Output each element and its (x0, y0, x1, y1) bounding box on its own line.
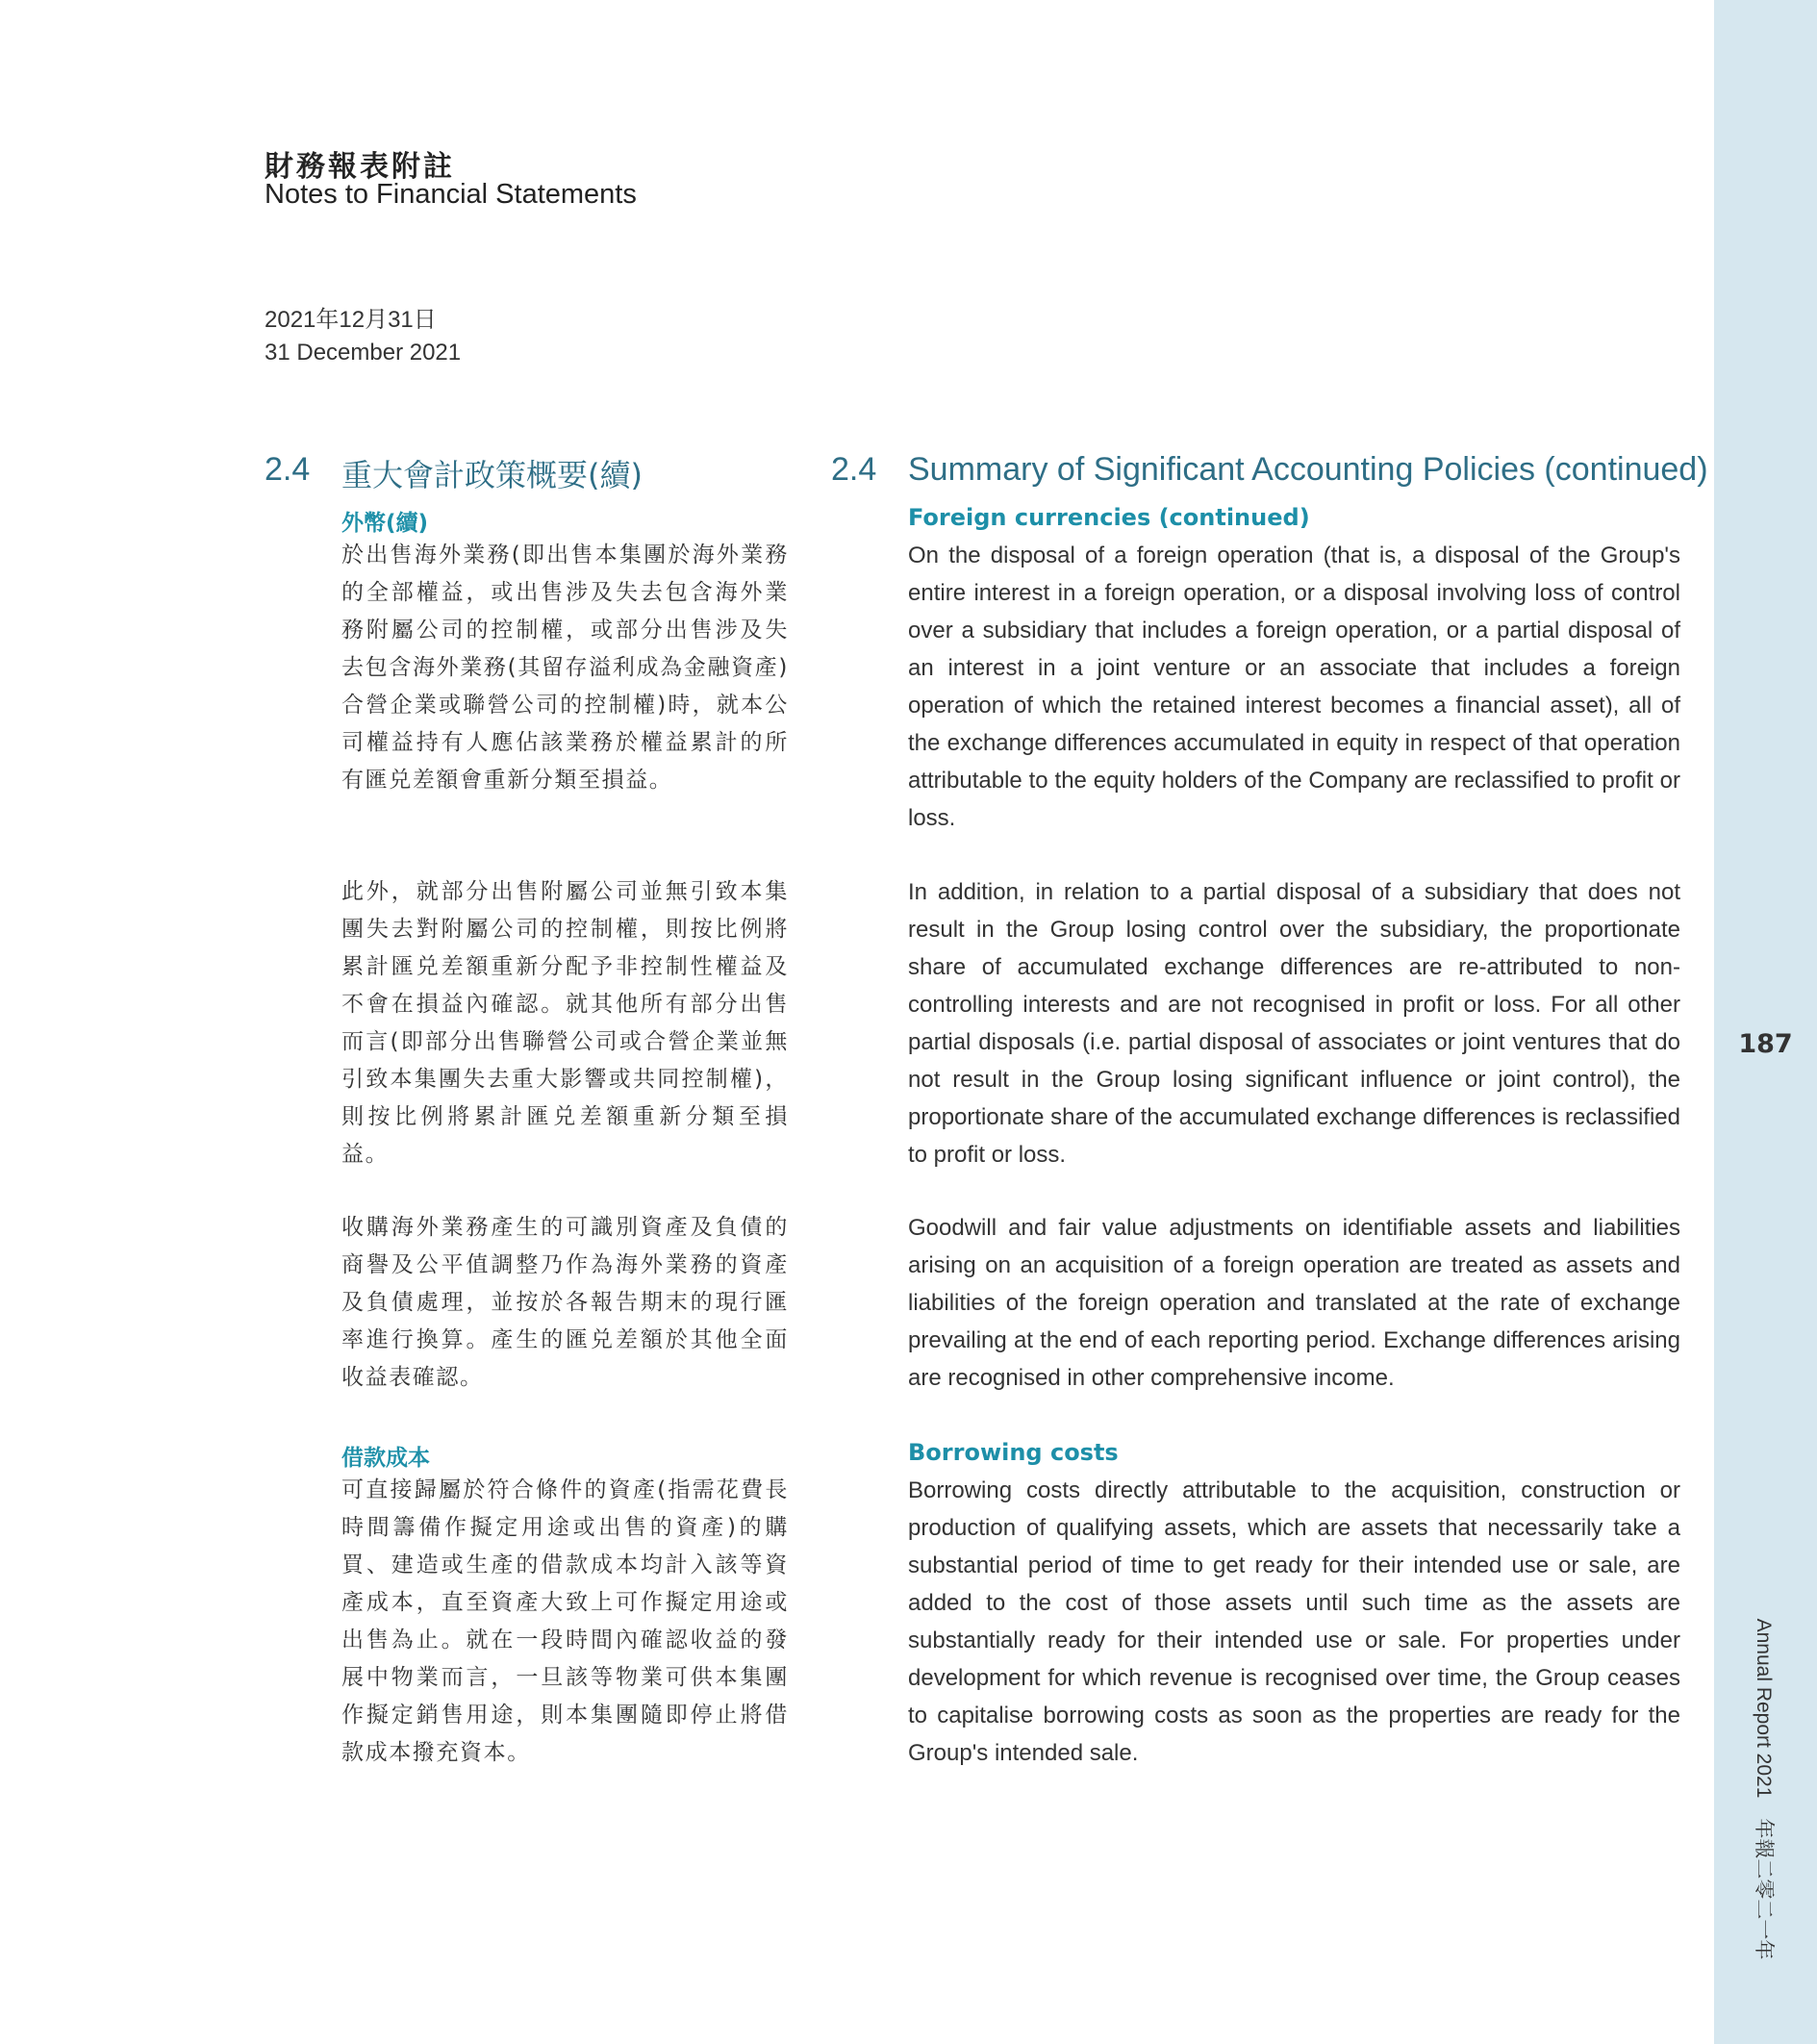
subheading-borrowing-costs-en: Borrowing costs (908, 1439, 1119, 1466)
header-title-en: Notes to Financial Statements (265, 179, 637, 210)
paragraph-partial-disposal-en: In addition, in relation to a partial disposal of a subsidiary that does not result in the Group losing control over the subsidiary, the proportionate share of accumulated exchange differences are re-attributed to non-controlling interests and are not recognised in profit or loss. For all other partial disposals (i.e. partial disposal of associates or joint ventures that do not result in the Group losing significant influence or joint control), the proportionate share of the accumulated exchange differences is reclassified to profit or loss. (908, 879, 1680, 1168)
subheading-borrowing-costs-cn: 借款成本 (341, 1446, 430, 1471)
header-title-cn: 財務報表附註 (265, 150, 455, 184)
annual-report-label: Annual Report 2021 年報二零二一年 (1753, 1618, 1775, 1960)
subheading-foreign-currencies-cn: 外幣(續) (341, 511, 429, 536)
section-number-en: 2.4 (831, 451, 877, 488)
section-title-en: Summary of Significant Accounting Policies (continued) (908, 451, 1708, 488)
section-number-cn: 2.4 (265, 451, 311, 488)
paragraph-goodwill-en: Goodwill and fair value adjustments on identifiable assets and liabilities arising on an acquisition of a foreign operation are treated as assets and liabilities of the foreign operation and translated at the rate of exchange prevailing at the end of each reporting period. Exchange differences arising are recognised in other comprehensive income. (908, 1215, 1680, 1391)
paragraph-borrowing-costs-en: Borrowing costs directly attributable to the acquisition, construction or production of qualifying assets, which are assets that necessarily take a substantial period of time to get ready for their intended use or sale, are added to the cost of those assets until such time as the assets are substantially ready for their intended use or sale. For properties under development for which revenue is recognised over time, the Group ceases to capitalise borrowing costs as soon as the properties are ready for the Group's intended sale. (908, 1477, 1680, 1766)
paragraph-partial-disposal-cn: 此外，就部分出售附屬公司並無引致本集團失去對附屬公司的控制權，則按比例將累計匯兑差額重新分配予非控制性權益及不會在損益內確認。就其他所有部分出售而言(即部分出售聯營公司或合營企業並無引致本集團失去重大影響或共同控制權)，則按比例將累計匯兑差額重新分類至損益。 (341, 879, 789, 1167)
date-en: 31 December 2021 (265, 340, 462, 366)
paragraph-disposal-en: On the disposal of a foreign operation (that is, a disposal of the Group's entire interest in a foreign operation, or a disposal involving loss of control over a subsidiary that includes a foreign operation, or a partial disposal of an interest in a joint venture or an associate that includes a foreign operation of which the retained interest becomes a financial asset), all of the exchange differences accumulated in equity in respect of that operation attributable to the equity holders of the Company are reclassified to profit or loss. (908, 543, 1680, 831)
page-number: 187 (1738, 1029, 1793, 1059)
paragraph-goodwill-cn: 收購海外業務產生的可識別資產及負債的商譽及公平值調整乃作為海外業務的資產及負債處理，並按於各報告期末的現行匯率進行換算。產生的匯兑差額於其他全面收益表確認。 (341, 1215, 789, 1390)
paragraph-borrowing-costs-cn: 可直接歸屬於符合條件的資產(指需花費長時間籌備作擬定用途或出售的資產)的購買、建造或生產的借款成本均計入該等資產成本，直至資產大致上可作擬定用途或出售為止。就在一段時間內確認收益的發展中物業而言，一旦該等物業可供本集團作擬定銷售用途，則本集團隨即停止將借款成本撥充資本。 (341, 1477, 789, 1765)
subheading-foreign-currencies-en: Foreign currencies (continued) (908, 504, 1310, 531)
date-cn: 2021年12月31日 (265, 307, 437, 333)
section-title-cn: 重大會計政策概要(續) (341, 457, 643, 493)
paragraph-disposal-cn: 於出售海外業務(即出售本集團於海外業務的全部權益，或出售涉及失去包含海外業務附屬公司的控制權，或部分出售涉及失去包含海外業務(其留存溢利成為金融資產)合營企業或聯營公司的控制權)時，就本公司權益持有人應佔該業務於權益累計的所有匯兑差額會重新分類至損益。 (341, 543, 789, 793)
